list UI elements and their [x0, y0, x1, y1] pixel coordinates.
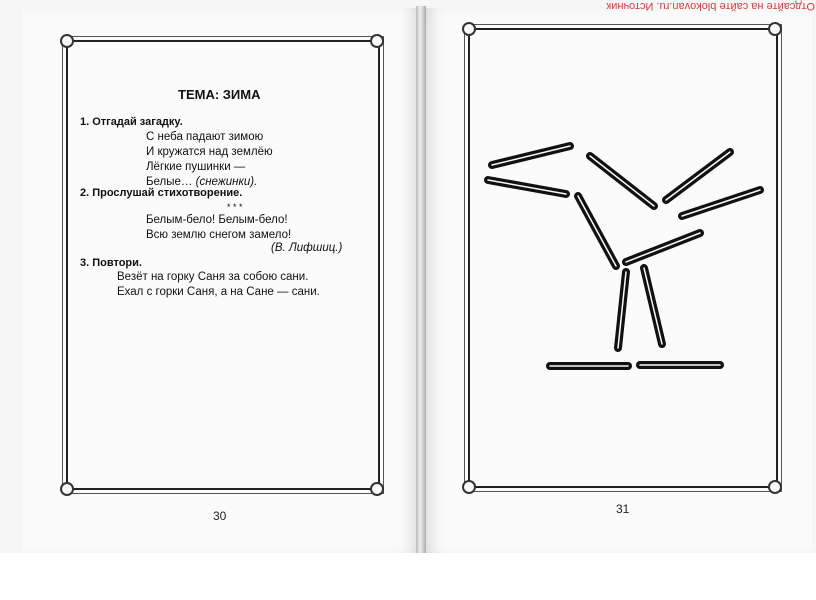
- watermark-text: Отдсайте на сайте blokovan.ru. Источник: [606, 0, 815, 12]
- frame-corner-ornament: [370, 482, 384, 496]
- book-gutter: [416, 6, 426, 554]
- poem-line: Всю землю снегом замело!: [146, 229, 292, 241]
- tongue-twister-line: Везёт на горку Саня за собою сани.: [117, 271, 309, 283]
- riddle-answer: (снежинки).: [195, 176, 258, 188]
- riddle-line: Белые…: [146, 176, 193, 188]
- frame-corner-ornament: [370, 34, 384, 48]
- poem-stars: * * *: [227, 202, 243, 212]
- stick-figure-bird: [468, 28, 778, 488]
- poem-line: Белым-бело! Белым-бело!: [146, 214, 288, 226]
- riddle-line: Лёгкие пушинки —: [146, 161, 246, 173]
- riddle-line: И кружатся над землёю: [146, 146, 273, 158]
- frame-corner-ornament: [60, 34, 74, 48]
- scan-bottom-margin: [0, 553, 816, 600]
- riddle-line: С неба падают зимою: [146, 131, 264, 143]
- page-number-right: 31: [616, 502, 630, 516]
- section-heading-repeat: 3. Повтори.: [80, 257, 142, 269]
- section-heading-poem: 2. Прослушай стихотворение.: [80, 187, 243, 199]
- poem-author: (В. Лифшиц.): [271, 242, 343, 254]
- page-number-left: 30: [213, 509, 227, 523]
- frame-corner-ornament: [60, 482, 74, 496]
- page-title: ТЕМА: ЗИМА: [178, 87, 261, 102]
- tongue-twister-line: Ехал с горки Саня, а на Сане — сани.: [117, 286, 320, 298]
- section-heading-riddle: 1. Отгадай загадку.: [80, 116, 183, 128]
